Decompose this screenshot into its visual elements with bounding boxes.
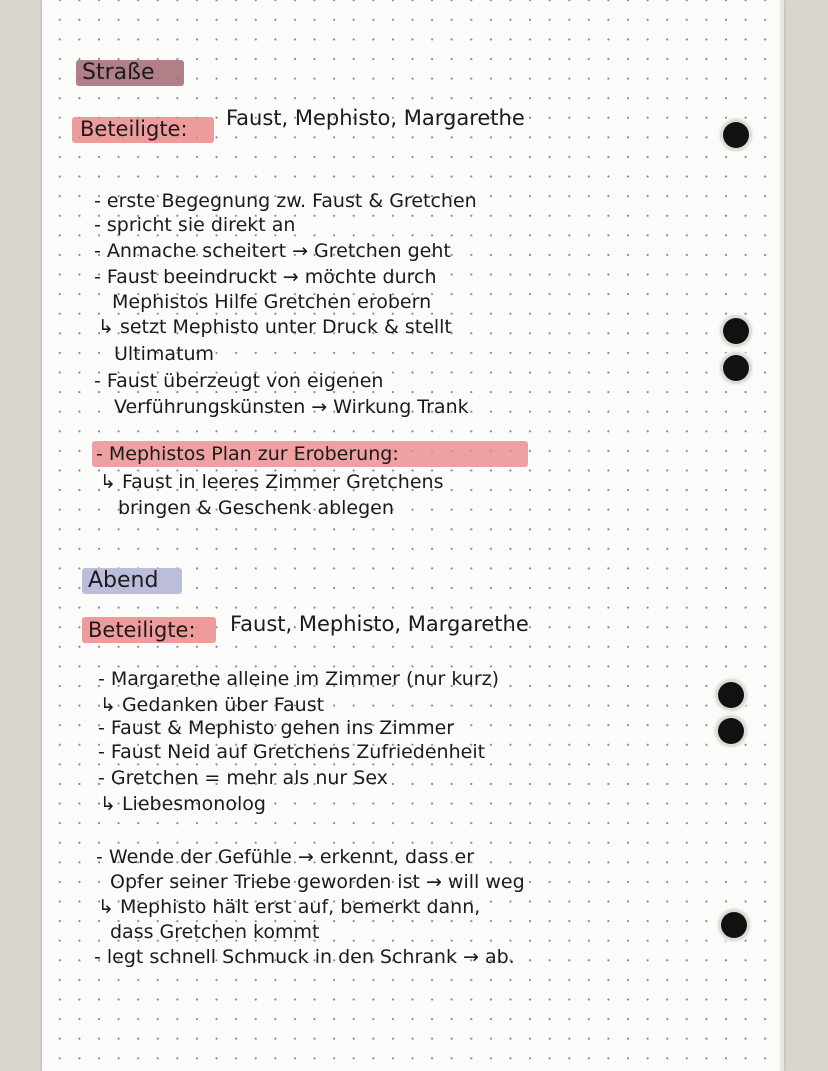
participants-label: Beteiligte:	[80, 117, 188, 141]
note-line: - Faust überzeugt von eigenen	[94, 370, 384, 392]
note-line: ↳ Liebesmonolog	[100, 793, 266, 815]
note-line: - Anmache scheitert → Gretchen geht	[94, 240, 451, 262]
binder-hole-icon	[721, 912, 747, 938]
plan-line: bringen & Geschenk ablegen	[118, 497, 394, 519]
note-line: Verführungskünsten → Wirkung Trank	[114, 396, 469, 418]
binder-hole-icon	[723, 318, 749, 344]
note-line: - spricht sie direkt an	[94, 214, 296, 236]
binder-hole-icon	[723, 122, 749, 148]
participants-label: Beteiligte:	[88, 618, 196, 642]
scene-title: Abend	[88, 568, 159, 593]
note-line: - Faust beeindruckt → möchte durch	[94, 266, 437, 288]
participants-list: Faust, Mephisto, Margarethe	[230, 612, 529, 636]
note-line: ↳ setzt Mephisto unter Druck & stellt	[98, 316, 452, 338]
note-line: dass Gretchen kommt	[110, 921, 320, 943]
note-line: - Faust Neid auf Gretchens Zufriedenheit	[98, 741, 486, 763]
note-line: Mephistos Hilfe Gretchen erobern	[112, 291, 432, 313]
note-line: - Gretchen = mehr als nur Sex	[98, 767, 388, 789]
notebook-page	[42, 0, 784, 1071]
page-edge	[780, 0, 784, 1071]
scene-title: Straße	[82, 60, 155, 85]
plan-line: ↳ Faust in leeres Zimmer Gretchens	[100, 471, 444, 493]
note-line: - Wende der Gefühle → erkennt, dass er	[96, 846, 475, 868]
binder-hole-icon	[723, 355, 749, 381]
plan-heading: - Mephistos Plan zur Eroberung:	[96, 443, 399, 465]
note-line: ↳ Mephisto hält erst auf, bemerkt dann,	[98, 896, 481, 918]
binder-hole-icon	[718, 682, 744, 708]
participants-list: Faust, Mephisto, Margarethe	[226, 106, 525, 130]
note-line: - erste Begegnung zw. Faust & Gretchen	[94, 190, 477, 212]
binder-hole-icon	[718, 718, 744, 744]
note-line: Opfer seiner Triebe geworden ist → will weg	[110, 871, 525, 893]
note-line: - Margarethe alleine im Zimmer (nur kurz)	[98, 668, 500, 690]
note-line: ↳ Gedanken über Faust	[100, 694, 325, 716]
note-line: - legt schnell Schmuck in den Schrank → ab.	[94, 946, 515, 968]
note-line: Ultimatum	[114, 343, 215, 365]
note-line: - Faust & Mephisto gehen ins Zimmer	[98, 717, 455, 739]
